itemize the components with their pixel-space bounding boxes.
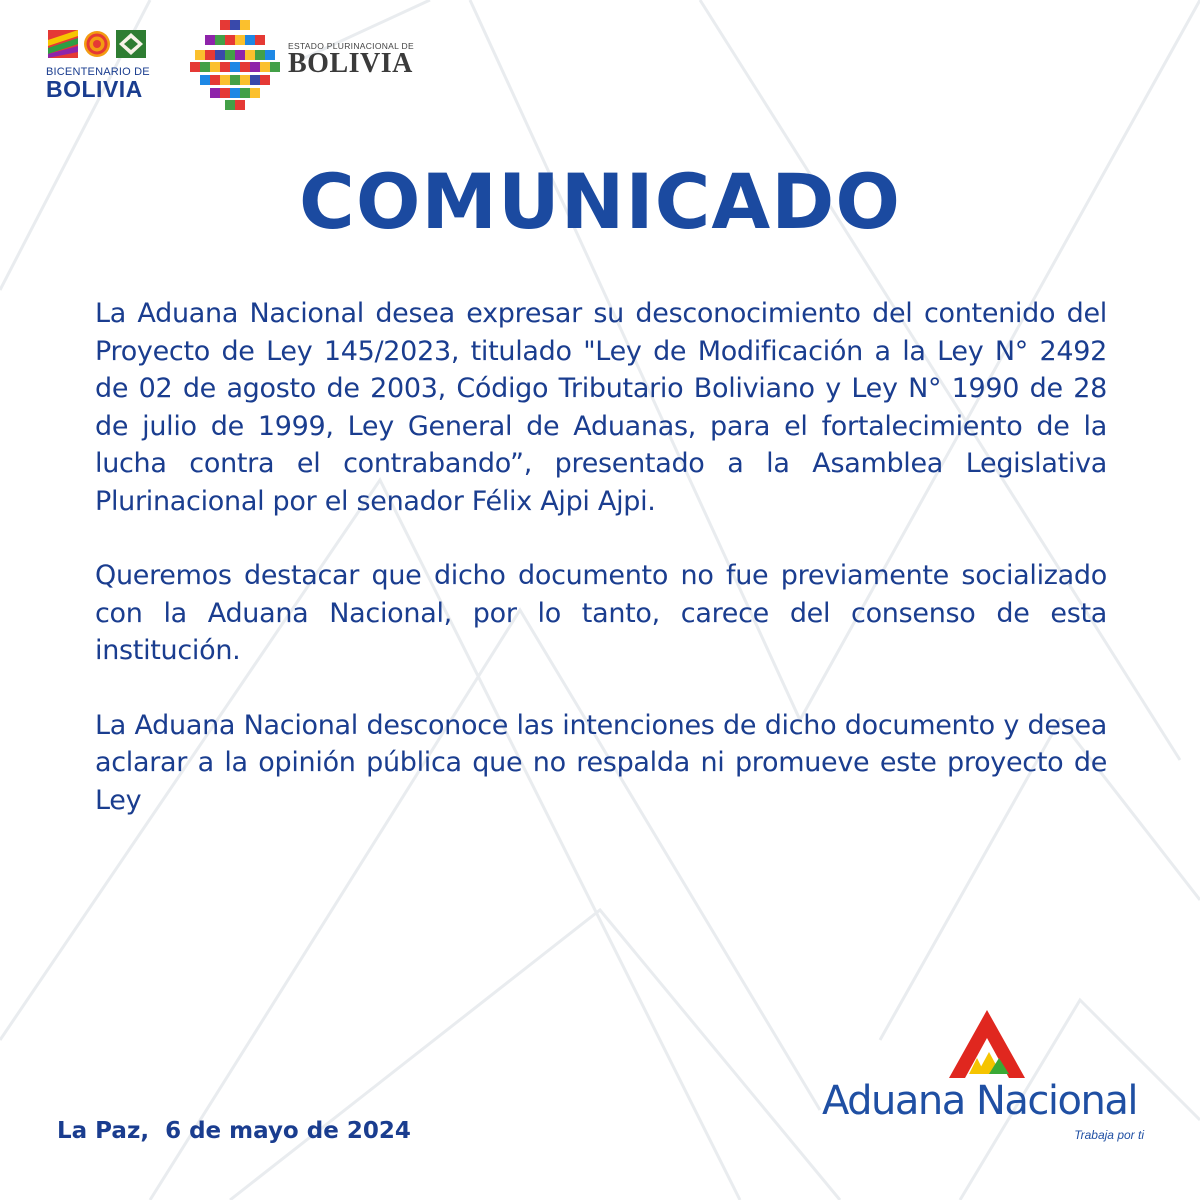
chakana-icon [190, 20, 280, 110]
aduana-mountain-icon [947, 1008, 1027, 1080]
bicentenario-title: BOLIVIA [46, 76, 143, 102]
communique-body [95, 295, 1107, 819]
paragraph-3: La Aduana Nacional desconoce las intenciones de dicho documento y desea aclarar a la opinión pública que no respalda ni promueve este proyecto de Ley [95, 709, 1107, 816]
estado-caption: ESTADO PLURINACIONAL DE [288, 41, 414, 51]
date-location: La Paz, 6 de mayo de 2024 [57, 1118, 411, 1144]
paragraph-1: La Aduana Nacional desea expresar su desconocimiento del contenido del Proyecto de Ley 145/2023, titulado "Ley de Modificación a la Ley N° 2492 de 02 de agosto de 2003, Código Tributario Boliviano y Ley N° 1990 de 28 de julio de 1999, Ley General de Aduanas, para el fortalecimiento de la lucha contra el contrabando”, presentado a la Asamblea Legislativa Plurinacional por el senador Félix Ajpi Ajpi. [95, 298, 1107, 517]
bicentenario-logo [46, 30, 156, 100]
page-title: COMUNICADO [299, 157, 901, 246]
estado-plurinacional-logo [190, 20, 414, 110]
paragraph-2: Queremos destacar que dicho documento no fue previamente socializado con la Aduana Nacional, por lo tanto, carece del consenso de esta institución. [95, 560, 1107, 666]
estado-title: BOLIVIA [288, 48, 413, 79]
aduana-nacional-logo [822, 1008, 1152, 1158]
bicentenario-caption: BICENTENARIO DE [46, 66, 150, 78]
bicentenario-stripes-icon [48, 30, 78, 58]
aduana-logo-slogan: Trabaja por ti [1074, 1128, 1144, 1142]
bicentenario-diamond-icon [116, 30, 146, 58]
aduana-logo-name: Aduana Nacional [822, 1078, 1137, 1124]
bicentenario-spiral-icon [82, 30, 112, 58]
